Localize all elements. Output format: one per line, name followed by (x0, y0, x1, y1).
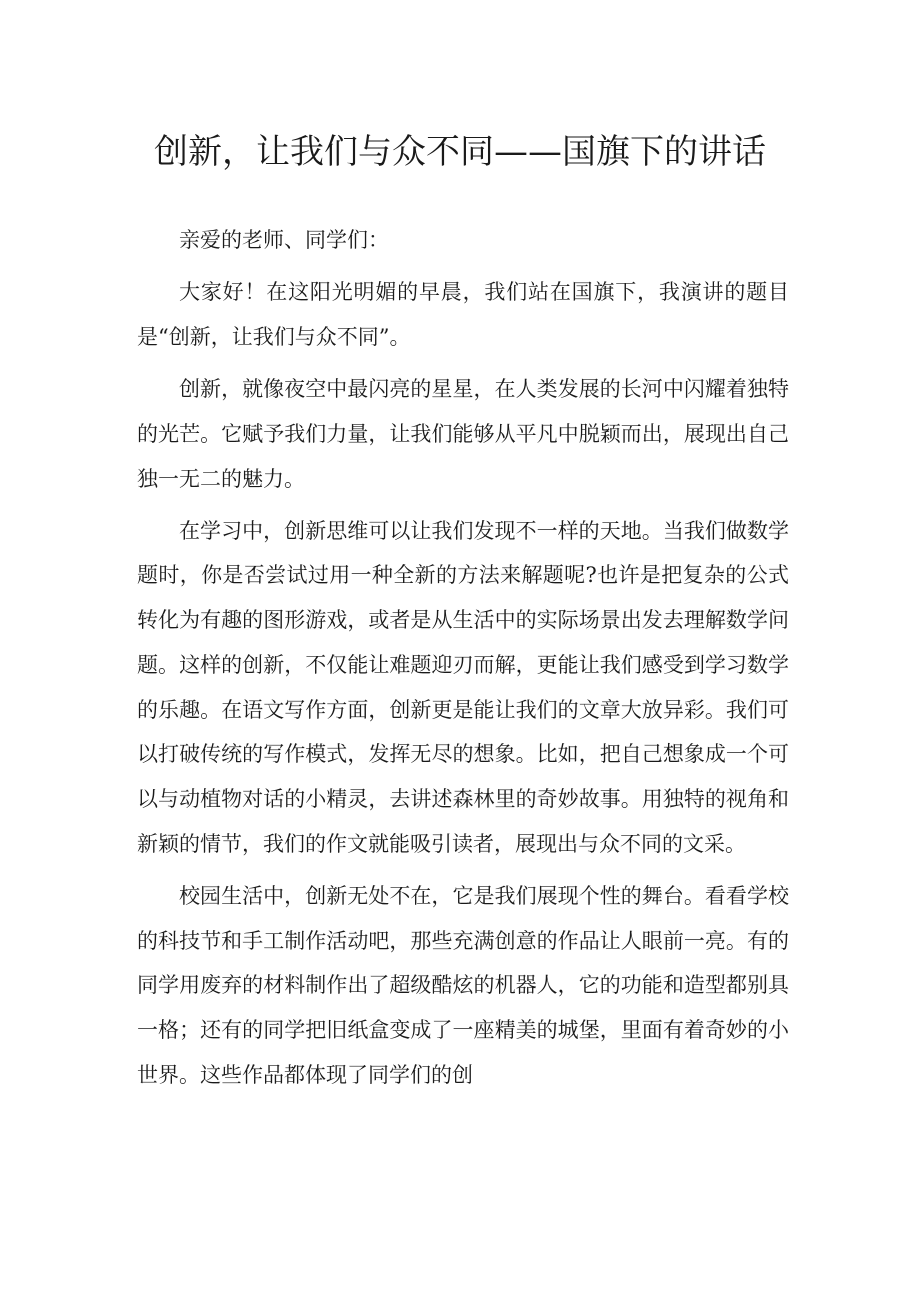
body-paragraph: 在学习中，创新思维可以让我们发现不一样的天地。当我们做数学题时，你是否尝试过用一种全新的方法来解题呢?也许是把复杂的公式转化为有趣的图形游戏，或者是从生活中的实际场景出发去理解数学问题。这样的创新，不仅能让难题迎刃而解，更能让我们感受到学习数学的乐趣。在语文写作方面，创新更是能让我们的文章大放异彩。我们可以打破传统的写作模式，发挥无尽的想象。比如，把自己想象成一个可以与动植物对话的小精灵，去讲述森林里的奇妙故事。用独特的视角和新颖的情节，我们的作文就能吸引读者，展现出与众不同的文采。 (137, 518, 789, 856)
body-paragraph: 校园生活中，创新无处不在，它是我们展现个性的舞台。看看学校的科技节和手工制作活动吧，那些充满创意的作品让人眼前一亮。有的同学用废弃的材料制作出了超级酷炫的机器人，它的功能和造型都别具一格；还有的同学把旧纸盒变成了一座精美的城堡，里面有着奇妙的小世界。这些作品都体现了同学们的创 (137, 883, 789, 1087)
body-paragraph: 大家好！在这阳光明媚的早晨，我们站在国旗下，我演讲的题目是“创新，让我们与众不同”。 (137, 280, 789, 349)
greeting-paragraph: 亲爱的老师、同学们： (179, 228, 389, 252)
document-body (137, 218, 789, 1105)
body-paragraph: 创新，就像夜空中最闪亮的星星，在人类发展的长河中闪耀着独特的光芒。它赋予我们力量，让我们能够从平凡中脱颖而出，展现出自己独一无二的魅力。 (137, 377, 789, 491)
document-title: 创新，让我们与众不同——国旗下的讲话 (154, 132, 766, 172)
